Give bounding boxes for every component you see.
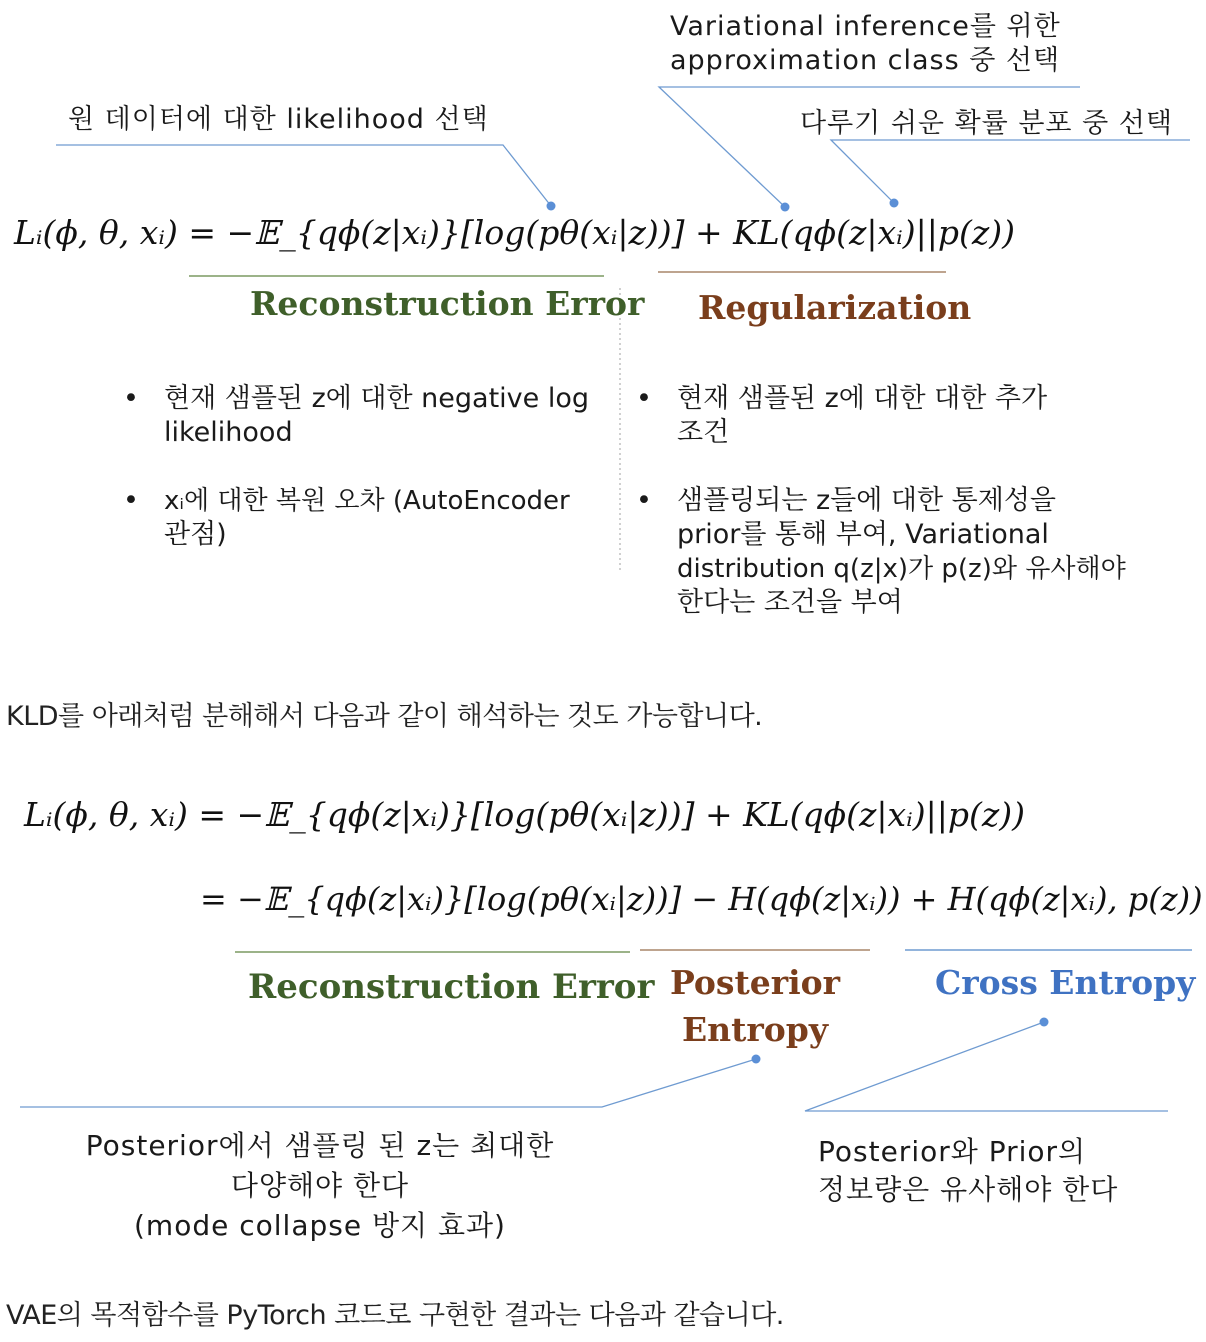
posterior-note-line-2: 다양해야 한다 xyxy=(230,1169,410,1202)
left-bullet-2-line-2: 관점) xyxy=(164,519,227,550)
variational-dot xyxy=(781,203,790,212)
posterior-note-line-1: Posterior에서 샘플링 된 z는 최대한 xyxy=(85,1129,555,1162)
variational-annotation-line-2: approximation class 중 선택 xyxy=(670,45,1061,76)
left-bullet-1-line-2: likelihood xyxy=(164,417,293,448)
right-bullet-2-line-4: 한다는 조건을 부여 xyxy=(677,587,903,618)
prior-note-line-2: 정보량은 유사해야 한다 xyxy=(818,1173,1119,1206)
right-bullet-1-line-2: 조건 xyxy=(677,417,730,448)
left-bullet-2-line-1: xᵢ에 대한 복원 오차 (AutoEncoder xyxy=(164,486,570,516)
posterior-entropy-label-line-1: Posterior xyxy=(669,963,841,1002)
bullet-dot: • xyxy=(636,383,652,414)
variational-annotation-line-1: Variational inference를 위한 xyxy=(670,11,1061,42)
left-bullet-1-line-1: 현재 샘플된 z에 대한 negative log xyxy=(164,383,589,414)
tractable-dot xyxy=(890,199,899,208)
posterior-note-connector xyxy=(20,1059,756,1107)
cross-entropy-label: Cross Entropy xyxy=(935,963,1196,1002)
equation-1: Lᵢ(ϕ, θ, xᵢ) = −𝔼_{qϕ(z|xᵢ)}[log(pθ(xᵢ|z))] + KL(qϕ(z|xᵢ)||p(z)) xyxy=(14,213,1016,252)
bullet-dot: • xyxy=(123,485,139,516)
right-bullet-2-line-2: prior를 통해 부여, Variational xyxy=(677,519,1049,550)
right-bullet-1-line-1: 현재 샘플된 z에 대한 대한 추가 xyxy=(677,383,1048,414)
regularization-label: Regularization xyxy=(698,288,972,327)
right-bullet-2-line-3: distribution q(z|x)가 p(z)와 유사해야 xyxy=(677,554,1126,584)
posterior-note-line-3: (mode collapse 방지 효과) xyxy=(134,1209,506,1242)
right-bullet-2-line-1: 샘플링되는 z들에 대한 통제성을 xyxy=(677,485,1056,516)
likelihood-connector xyxy=(56,145,551,206)
likelihood-annotation: 원 데이터에 대한 likelihood 선택 xyxy=(68,104,489,135)
paragraph-pytorch: VAE의 목적함수를 PyTorch 코드로 구현한 결과는 다음과 같습니다. xyxy=(6,1300,784,1331)
likelihood-dot xyxy=(547,202,556,211)
prior-note-line-1: Posterior와 Prior의 xyxy=(818,1135,1087,1168)
reconstruction-error-label-1: Reconstruction Error xyxy=(250,284,645,323)
posterior-entropy-dot xyxy=(752,1055,761,1064)
reconstruction-error-label-2: Reconstruction Error xyxy=(248,967,655,1007)
bullet-dot: • xyxy=(123,383,139,414)
posterior-entropy-label-line-2: Entropy xyxy=(681,1010,829,1049)
paragraph-kld: KLD를 아래처럼 분해해서 다음과 같이 해석하는 것도 가능합니다. xyxy=(6,701,763,732)
tractable-annotation: 다루기 쉬운 확률 분포 중 선택 xyxy=(800,108,1173,139)
bullet-dot: • xyxy=(636,485,652,516)
cross-entropy-dot xyxy=(1040,1018,1049,1027)
tractable-connector xyxy=(831,140,1190,203)
equation-2: Lᵢ(ϕ, θ, xᵢ) = −𝔼_{qϕ(z|xᵢ)}[log(pθ(xᵢ|z))] + KL(qϕ(z|xᵢ)||p(z)) xyxy=(24,795,1026,834)
equation-3: = −𝔼_{qϕ(z|xᵢ)}[log(pθ(xᵢ|z))] − H(qϕ(z|xᵢ)) + H(qϕ(z|xᵢ), p(z)) xyxy=(200,880,1203,918)
